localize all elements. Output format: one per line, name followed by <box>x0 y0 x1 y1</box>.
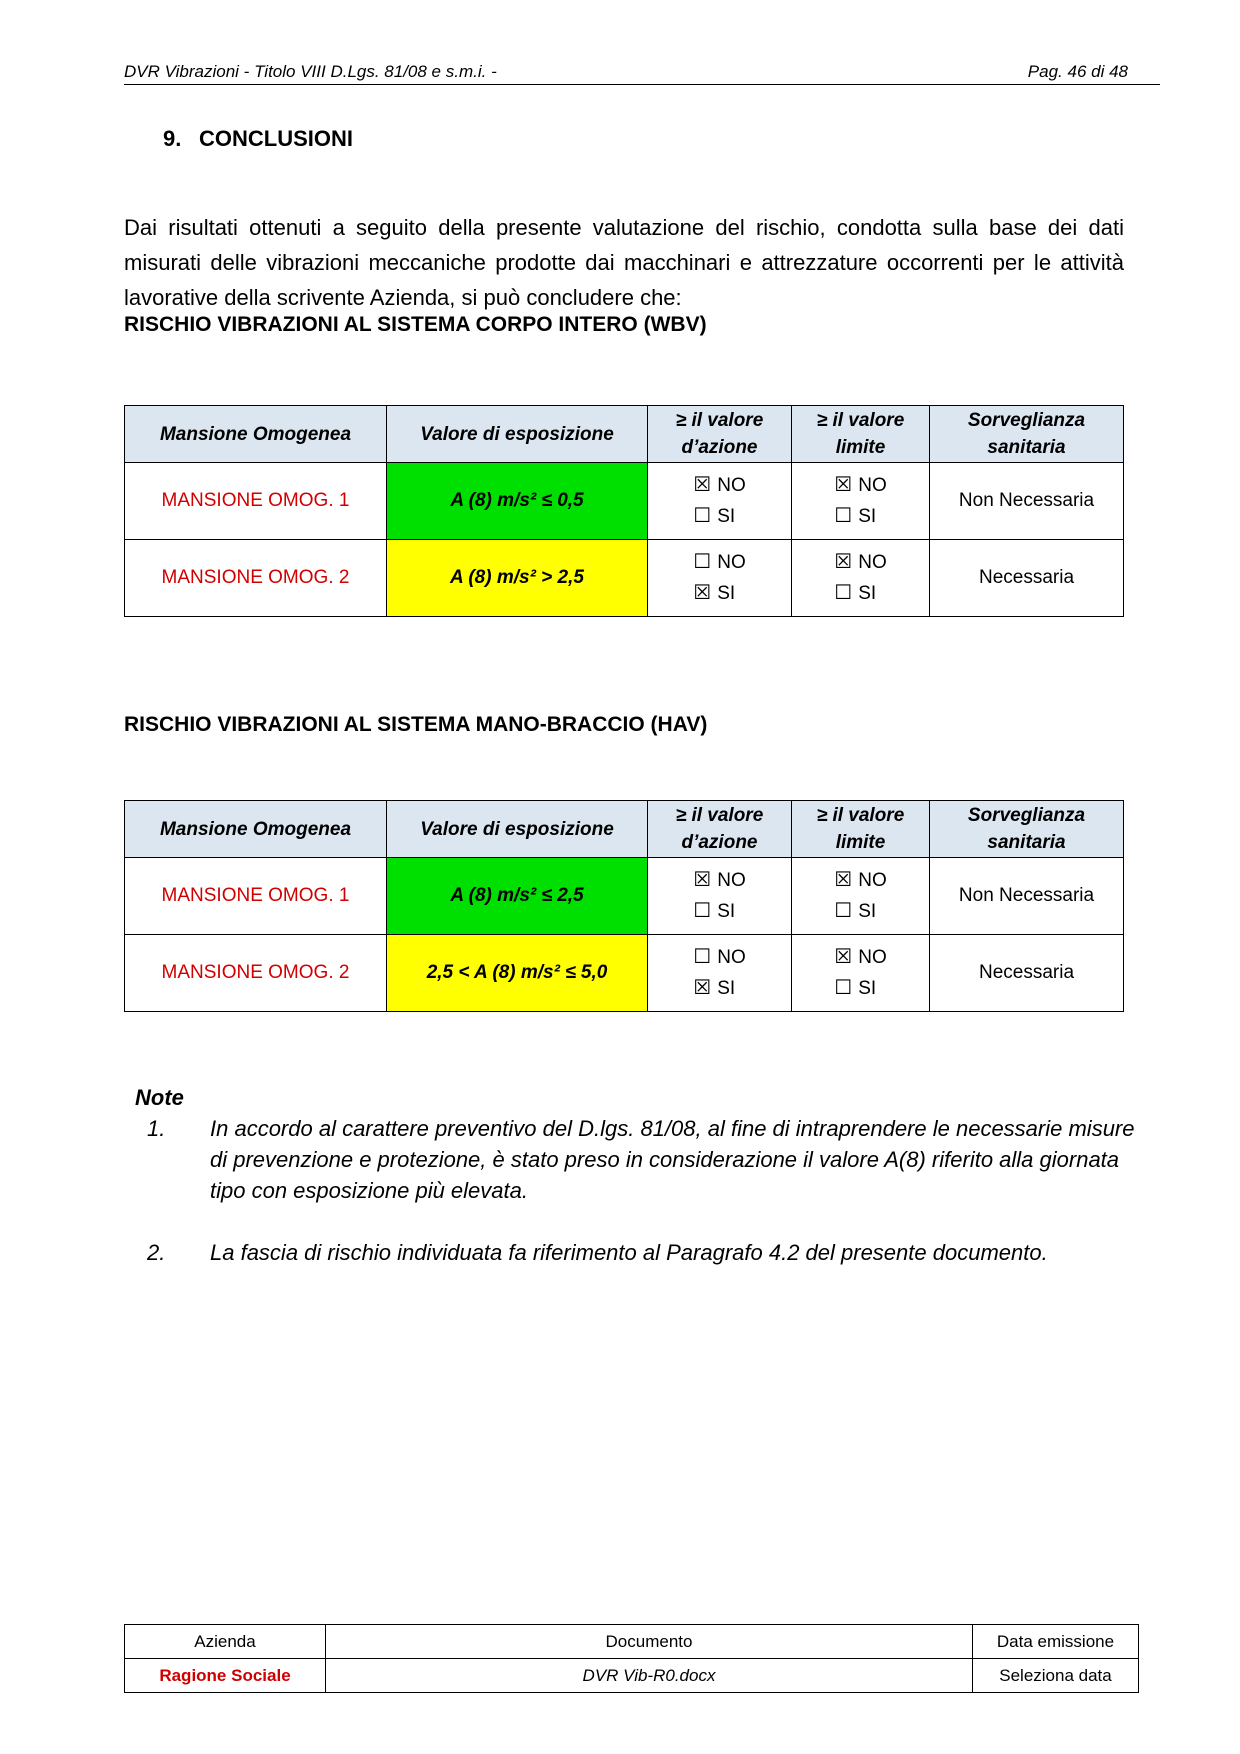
action-value-cell <box>648 540 792 617</box>
footer-azienda-label: Azienda <box>125 1625 326 1659</box>
checkbox-no-unchecked: ☐ NO <box>693 946 746 968</box>
checkbox-si-unchecked: ☐ SI <box>834 900 877 922</box>
note-number: 1. <box>147 1116 166 1141</box>
mansione-cell: MANSIONE OMOG. 2 <box>125 540 387 617</box>
table-row <box>125 935 1124 1012</box>
mansione-cell: MANSIONE OMOG. 1 <box>125 858 387 935</box>
note-number: 2. <box>147 1240 166 1265</box>
note-item <box>135 1237 1135 1268</box>
limit-value-cell <box>792 540 930 617</box>
col-sorveglianza: Sorveglianza sanitaria <box>930 801 1124 858</box>
footer-value-row <box>125 1659 1139 1693</box>
action-value-cell <box>648 858 792 935</box>
table-row <box>125 858 1124 935</box>
col-valore: Valore di esposizione <box>387 801 648 858</box>
checkbox-si-checked: ☒ SI <box>693 977 736 999</box>
limit-value-cell <box>792 935 930 1012</box>
action-value-cell <box>648 935 792 1012</box>
note-text: La fascia di rischio individuata fa riferimento al Paragrafo 4.2 del presente documento. <box>210 1240 1048 1265</box>
table-row <box>125 463 1124 540</box>
hav-table <box>124 800 1124 1012</box>
col-mansione: Mansione Omogenea <box>125 406 387 463</box>
checkbox-no-checked: ☒ NO <box>834 946 887 968</box>
checkbox-si-checked: ☒ SI <box>693 582 736 604</box>
col-mansione: Mansione Omogenea <box>125 801 387 858</box>
checkbox-si-unchecked: ☐ SI <box>834 505 877 527</box>
sorveglianza-cell: Non Necessaria <box>930 463 1124 540</box>
page-header <box>124 60 1160 85</box>
limit-value-cell <box>792 858 930 935</box>
table-header-row <box>125 801 1124 858</box>
checkbox-no-unchecked: ☐ NO <box>693 551 746 573</box>
checkbox-no-checked: ☒ NO <box>834 869 887 891</box>
footer-data-label: Data emissione <box>973 1625 1139 1659</box>
section-heading <box>163 126 353 152</box>
checkbox-no-checked: ☒ NO <box>834 551 887 573</box>
mansione-cell: MANSIONE OMOG. 2 <box>125 935 387 1012</box>
col-azione: ≥ il valore d’azione <box>648 801 792 858</box>
checkbox-no-checked: ☒ NO <box>834 474 887 496</box>
header-document-title: DVR Vibrazioni - Titolo VIII D.Lgs. 81/08 e s.m.i. - <box>124 62 497 81</box>
exposure-value-cell: 2,5 < A (8) m/s² ≤ 5,0 <box>387 935 648 1012</box>
header-page-number: Pag. 46 di 48 <box>1027 62 1128 81</box>
checkbox-si-unchecked: ☐ SI <box>834 977 877 999</box>
sorveglianza-cell: Necessaria <box>930 540 1124 617</box>
table-row <box>125 540 1124 617</box>
col-sorveglianza: Sorveglianza sanitaria <box>930 406 1124 463</box>
action-value-cell <box>648 463 792 540</box>
col-azione: ≥ il valore d’azione <box>648 406 792 463</box>
footer-table <box>124 1624 1139 1693</box>
col-valore: Valore di esposizione <box>387 406 648 463</box>
footer-documento-label: Documento <box>326 1625 973 1659</box>
col-limite: ≥ il valore limite <box>792 801 930 858</box>
sorveglianza-cell: Necessaria <box>930 935 1124 1012</box>
hav-heading: RISCHIO VIBRAZIONI AL SISTEMA MANO-BRACCIO (HAV) <box>124 713 708 736</box>
notes-title: Note <box>135 1085 184 1110</box>
sorveglianza-cell: Non Necessaria <box>930 858 1124 935</box>
wbv-heading: RISCHIO VIBRAZIONI AL SISTEMA CORPO INTERO (WBV) <box>124 313 707 336</box>
section-title: CONCLUSIONI <box>199 126 353 151</box>
exposure-value-cell: A (8) m/s² ≤ 2,5 <box>387 858 648 935</box>
checkbox-si-unchecked: ☐ SI <box>693 900 736 922</box>
footer-label-row <box>125 1625 1139 1659</box>
checkbox-no-checked: ☒ NO <box>693 474 746 496</box>
checkbox-no-checked: ☒ NO <box>693 869 746 891</box>
checkbox-si-unchecked: ☐ SI <box>834 582 877 604</box>
intro-paragraph: Dai risultati ottenuti a seguito della presente valutazione del rischio, condotta sulla base dei dati misurati delle vibrazioni meccaniche prodotte dai macchinari e attrezzature occorrenti per le attività lavorative della scrivente Azienda, si può concludere che: <box>124 215 1124 310</box>
note-item <box>135 1113 1135 1206</box>
mansione-cell: MANSIONE OMOG. 1 <box>125 463 387 540</box>
checkbox-si-unchecked: ☐ SI <box>693 505 736 527</box>
exposure-value-cell: A (8) m/s² > 2,5 <box>387 540 648 617</box>
footer-data-value[interactable]: Seleziona data <box>973 1659 1139 1693</box>
wbv-table <box>124 405 1124 617</box>
section-number: 9. <box>163 126 182 151</box>
exposure-value-cell: A (8) m/s² ≤ 0,5 <box>387 463 648 540</box>
limit-value-cell <box>792 463 930 540</box>
footer-azienda-value: Ragione Sociale <box>125 1659 326 1693</box>
notes-section <box>135 1082 1135 1268</box>
col-limite: ≥ il valore limite <box>792 406 930 463</box>
footer-documento-value: DVR Vib-R0.docx <box>326 1659 973 1693</box>
note-text: In accordo al carattere preventivo del D.lgs. 81/08, al fine di intraprendere le necessarie misure di prevenzione e protezione, è stato preso in considerazione il valore A(8) riferito alla giornata tipo con esposizione più elevata. <box>210 1116 1135 1203</box>
table-header-row <box>125 406 1124 463</box>
